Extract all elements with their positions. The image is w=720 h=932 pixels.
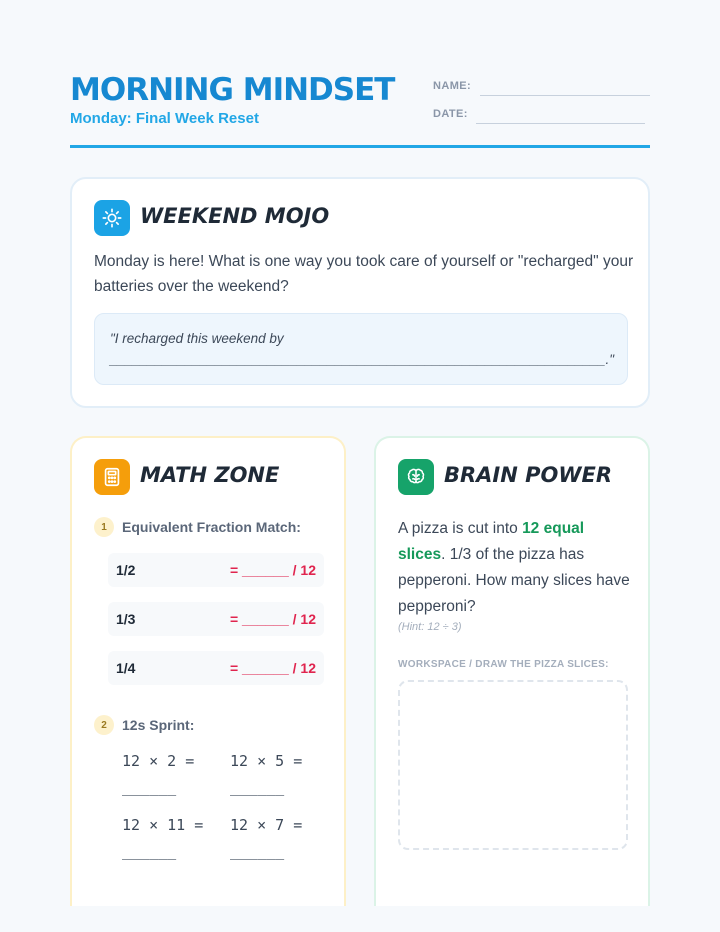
sprint-problem: 12 × 11 = [122, 816, 204, 834]
calculator-icon [94, 459, 130, 495]
brain-power-title: BRAIN POWER [444, 463, 613, 487]
sprint-blank[interactable]: ______ [230, 842, 285, 860]
problem-text-end: . 1/3 of the pizza has pepperoni. How many slices have pepperoni? [398, 546, 630, 615]
weekend-mojo-card [70, 177, 650, 408]
mojo-prompt: Monday is here! What is one way you took care of yourself or "recharged" your batteries over the weekend? [94, 253, 634, 295]
fraction-row[interactable] [108, 602, 324, 636]
problem-text-start: A pizza is cut into [398, 520, 523, 537]
problem-hint: (Hint: 12 ÷ 3) [398, 621, 462, 633]
fraction-value: 1/4 [116, 660, 136, 676]
sprint-label: 12s Sprint: [122, 717, 195, 733]
math-zone-card [70, 436, 346, 906]
worksheet-header [70, 70, 650, 148]
sprint-blank[interactable]: ______ [230, 778, 285, 796]
fraction-blank: = ______ / 12 [229, 660, 316, 676]
sun-icon [94, 200, 130, 236]
fraction-row[interactable] [108, 651, 324, 685]
sprint-problem: 12 × 5 = [230, 752, 303, 770]
mojo-answer-box[interactable] [94, 313, 628, 385]
word-problem [398, 516, 630, 620]
fraction-row[interactable] [108, 553, 324, 587]
name-field[interactable] [480, 95, 650, 96]
fraction-value: 1/2 [116, 562, 136, 578]
problem-highlight: 12 equal slices [398, 520, 585, 563]
weekend-mojo-title: WEEKEND MOJO [140, 204, 330, 228]
sprint-blank[interactable]: ______ [122, 842, 177, 860]
fraction-blank: = ______ / 12 [229, 611, 316, 627]
fraction-match-label: Equivalent Fraction Match: [122, 519, 301, 535]
step-number: 1 [94, 517, 114, 537]
name-label: NAME: [433, 80, 472, 92]
sprint-problem: 12 × 7 = [230, 816, 303, 834]
page-subtitle: Monday: Final Week Reset [70, 110, 259, 127]
date-field[interactable] [476, 123, 645, 124]
brain-icon [398, 459, 434, 495]
step-number: 2 [94, 715, 114, 735]
pizza-workspace[interactable] [398, 680, 628, 850]
sprint-blank[interactable]: ______ [122, 778, 177, 796]
answer-line-start: "I recharged this weekend by [110, 331, 284, 346]
date-label: DATE: [433, 108, 468, 120]
fraction-value: 1/3 [116, 611, 136, 627]
brain-power-card [374, 436, 650, 906]
math-zone-title: MATH ZONE [140, 463, 280, 487]
answer-line-blank: __________________________________________________________________." [110, 352, 615, 367]
sprint-problem: 12 × 2 = [122, 752, 195, 770]
workspace-label: WORKSPACE / DRAW THE PIZZA SLICES: [398, 659, 609, 670]
page-title: MORNING MINDSET [70, 72, 395, 108]
fraction-blank: = ______ / 12 [229, 562, 316, 578]
